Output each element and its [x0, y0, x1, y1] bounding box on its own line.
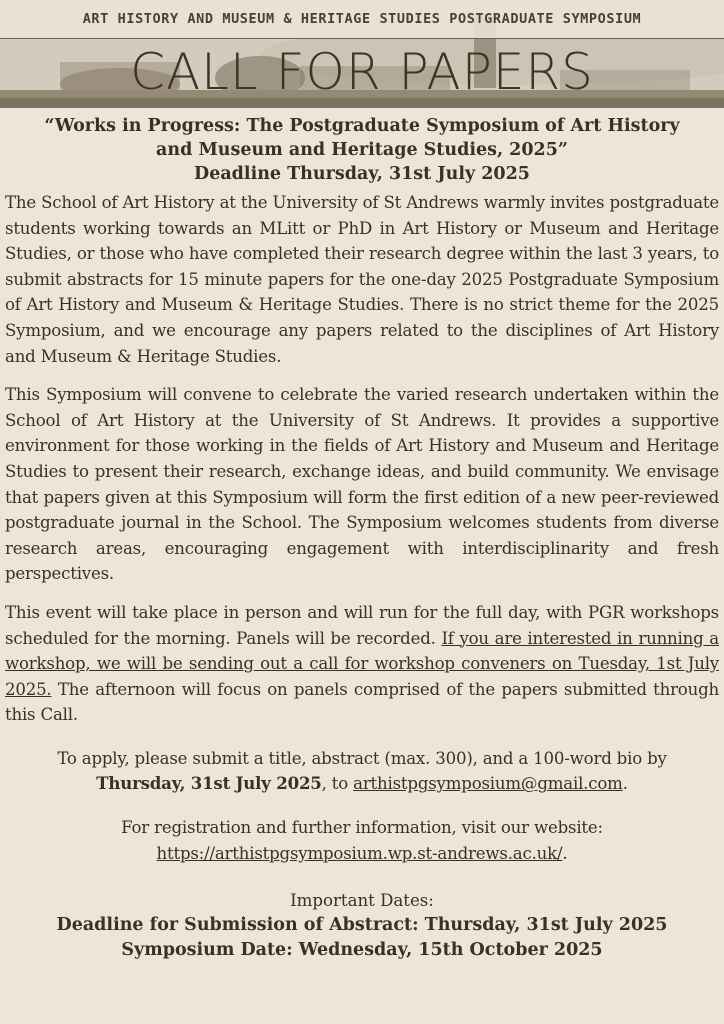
headline-line-2: and Museum and Heritage Studies, 2025” [156, 140, 568, 160]
headline-line-1: “Works in Progress: The Postgraduate Symposium of Art History [44, 116, 680, 136]
banner-divider [0, 38, 724, 39]
registration-end: . [562, 843, 568, 863]
email-link[interactable]: arthistpgsymposium@gmail.com [353, 774, 623, 794]
purpose-paragraph: This Symposium will convene to celebrate the varied research undertaken within the School of Art History at the University of St Andrews. It provides a supportive environment for those working in the fields of Art History and Museum and Heritage Studies to present their research, exchange ideas, and build community. We envisage that papers given at this Symposium will form the first edition of a new peer-reviewed postgraduate journal in the School. The Symposium welcomes students from diverse research areas, encouraging engagement with interdisciplinarity and fresh perspectives. [5, 385, 719, 584]
symposium-name: ART HISTORY AND MUSEUM & HERITAGE STUDIES POSTGRADUATE SYMPOSIUM [82, 11, 642, 27]
intro-paragraph: The School of Art History at the University of St Andrews warmly invites postgraduate students working towards an MLitt or PhD in Art History or Museum and Heritage Studies, or those who have completed their research degree within the last 3 years, to submit abstracts for 15 minute papers for the one-day 2025 Postgraduate Symposium of Art History and Museum & Heritage Studies. There is no strict theme for the 2025 Symposium, and we encourage any papers related to the disciplines of Art History and Museum & Heritage Studies. [5, 193, 719, 366]
apply-text: To apply, please submit a title, abstract (max. 300), and a 100-word bio by [57, 748, 667, 768]
event-text-start: This event will take place in person and will run for the full day, with PGR workshops scheduled for the morning. Panels will be recorded. [5, 602, 719, 648]
abstract-deadline: Deadline for Submission of Abstract: Thursday, 31st July 2025 [56, 915, 668, 936]
symposium-headline [5, 114, 719, 186]
main-content [5, 114, 719, 963]
important-dates-label: Important Dates: [290, 891, 434, 911]
header-banner [0, 0, 724, 108]
apply-to: , to [321, 774, 354, 794]
apply-deadline: Thursday, 31st July 2025 [96, 773, 322, 794]
event-paragraph [5, 600, 719, 728]
headline-deadline: Deadline Thursday, 31st July 2025 [194, 164, 530, 184]
registration-text: For registration and further information, visit our website: [121, 818, 603, 838]
apply-instructions [5, 746, 719, 797]
website-link[interactable]: https://arthistpgsymposium.wp.st-andrews.ac.uk/ [156, 843, 563, 863]
page-title: CALL FOR PAPERS [130, 43, 594, 101]
apply-end: . [622, 774, 628, 794]
symposium-date: Symposium Date: Wednesday, 15th October 2025 [121, 940, 603, 961]
event-text-end: The afternoon will focus on panels comprised of the papers submitted through this Call. [5, 679, 719, 725]
registration-info [5, 815, 719, 866]
workshop-call-link[interactable]: If you are interested in running a workshop, we will be sending out a call for workshop conveners on Tuesday, 1st July 2025. [5, 628, 719, 699]
important-dates [5, 888, 719, 963]
